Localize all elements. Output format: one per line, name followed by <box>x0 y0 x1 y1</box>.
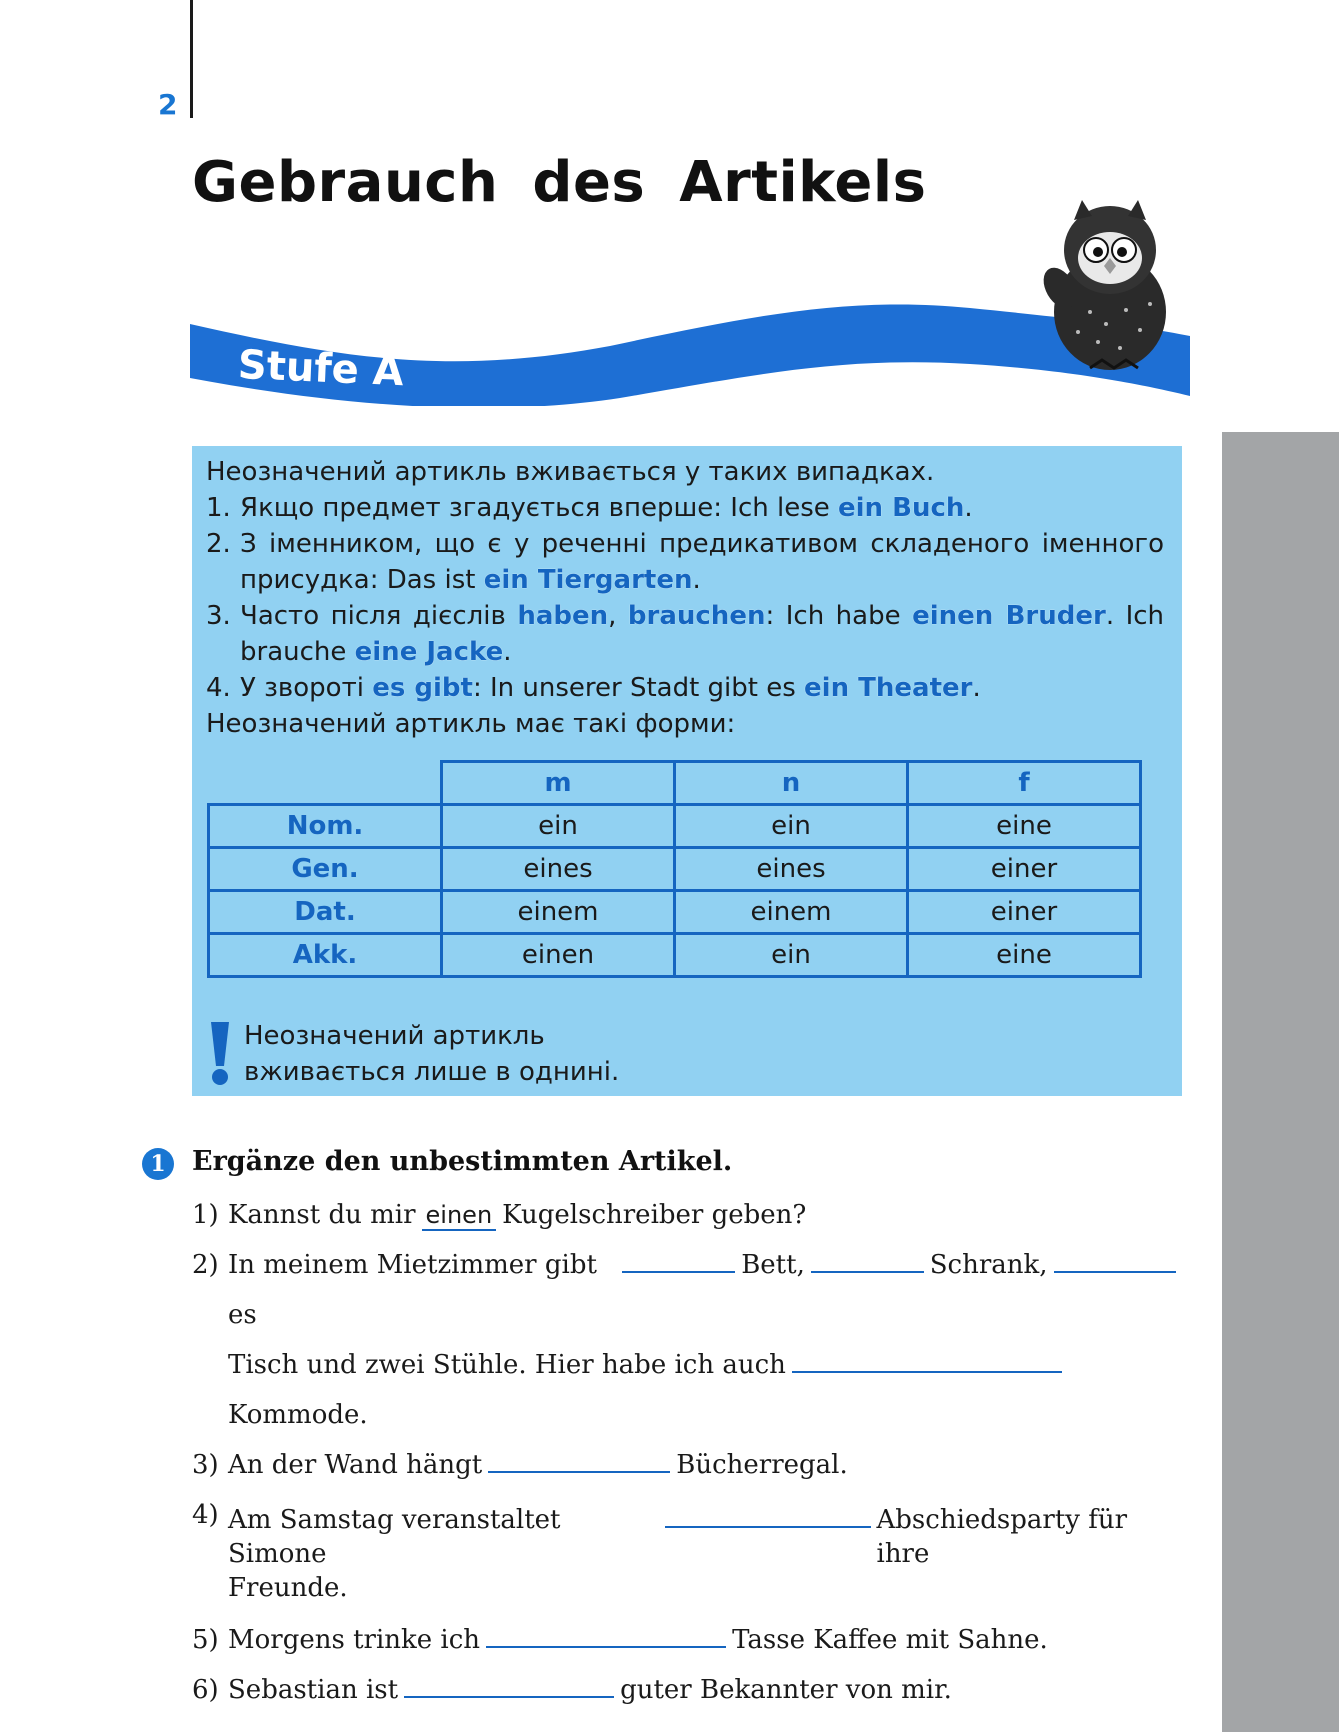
rule-text <box>206 454 1164 742</box>
article-forms-table <box>207 760 1142 978</box>
answer-blank[interactable] <box>665 1498 871 1528</box>
example-highlight: einen Bruder <box>912 601 1106 631</box>
rule-item-2 <box>206 526 1164 598</box>
example-highlight: es gibt <box>372 673 473 703</box>
case-label: Akk. <box>209 934 442 977</box>
rule-intro: Неозначений артикль вживається у таких випадках. <box>206 457 935 487</box>
rule-text-part: Часто після дієслів <box>240 601 518 631</box>
item-text: Abschiedsparty für ihre <box>876 1505 1128 1569</box>
item-number: 3) <box>192 1450 219 1480</box>
item-text: Morgens trinke ich <box>228 1625 481 1655</box>
rule-item-3 <box>206 598 1164 670</box>
table-header-row <box>209 762 1141 805</box>
owl-icon <box>1030 192 1190 372</box>
exclamation-icon <box>208 1020 232 1086</box>
table-cell: eines <box>675 848 908 891</box>
answer-blank[interactable] <box>792 1343 1062 1373</box>
rule-text-part: : In unserer Stadt gibt es <box>472 673 805 703</box>
example-highlight: ein Theater <box>804 673 973 703</box>
item-number: 1) <box>192 1200 219 1230</box>
table-header-m: m <box>442 762 675 805</box>
item-text: Schrank, <box>929 1250 1048 1280</box>
exercise-item-3 <box>192 1440 1182 1490</box>
table-cell: einer <box>908 891 1141 934</box>
item-number: 6) <box>192 1675 219 1705</box>
example-highlight: ein Buch <box>838 493 965 523</box>
exercise-item-4 <box>192 1498 1182 1605</box>
rule-item-number: 2. <box>206 529 231 559</box>
rule-item-number: 1. <box>206 493 231 523</box>
item-text: Kommode. <box>228 1400 368 1430</box>
rule-text-part: : Ich habe <box>765 601 913 631</box>
note-line: Неозначений артикль <box>244 1021 545 1051</box>
item-number: 4) <box>192 1500 219 1530</box>
rule-text-part: . Ich brauche <box>240 601 1165 667</box>
exercise-item-5 <box>192 1615 1182 1665</box>
item-text: In meinem Mietzimmer gibt es <box>228 1250 597 1330</box>
page-number: 2 <box>158 88 178 121</box>
rule-item-number: 3. <box>206 601 231 631</box>
table-row <box>209 805 1141 848</box>
item-number: 5) <box>192 1625 219 1655</box>
rule-text-part: У звороті <box>240 673 373 703</box>
rule-text-part: З іменником, що є у реченні предикативом складеного іменного присудка: Das ist <box>240 529 1164 595</box>
forms-intro: Неозначений артикль має такі форми: <box>206 709 736 739</box>
example-highlight: eine Jacke <box>354 637 504 667</box>
answer-blank-filled[interactable]: einen <box>422 1201 497 1231</box>
rule-text-part: . <box>964 493 973 523</box>
item-text: An der Wand hängt <box>228 1450 483 1480</box>
case-label: Dat. <box>209 891 442 934</box>
singular-note <box>244 1018 619 1090</box>
answer-blank[interactable] <box>404 1668 614 1698</box>
table-cell: eine <box>908 805 1141 848</box>
example-highlight: haben <box>517 601 609 631</box>
answer-blank[interactable] <box>811 1243 924 1273</box>
exercise-item-6 <box>192 1665 1182 1715</box>
rule-text-part: . <box>972 673 981 703</box>
item-text: Bücherregal. <box>676 1450 848 1480</box>
example-highlight: brauchen <box>627 601 766 631</box>
rule-text-part: . <box>503 637 512 667</box>
table-cell: eines <box>442 848 675 891</box>
level-label: Stufe A <box>236 342 405 396</box>
table-cell: ein <box>442 805 675 848</box>
exercise-items <box>192 1190 1182 1715</box>
table-cell: einer <box>908 848 1141 891</box>
item-text: Tisch und zwei Stühle. Hier habe ich auch <box>228 1350 786 1380</box>
table-row <box>209 891 1141 934</box>
item-text: guter Bekannter von mir. <box>620 1675 952 1705</box>
item-number: 2) <box>192 1250 219 1280</box>
table-header-n: n <box>675 762 908 805</box>
item-text: Freunde. <box>228 1573 348 1603</box>
table-cell: ein <box>675 934 908 977</box>
table-header-f: f <box>908 762 1141 805</box>
table-row <box>209 848 1141 891</box>
table-cell: ein <box>675 805 908 848</box>
item-text: Am Samstag veranstaltet Simone <box>228 1505 561 1569</box>
item-text: Bett, <box>741 1250 805 1280</box>
table-row <box>209 934 1141 977</box>
answer-blank[interactable] <box>486 1618 726 1648</box>
exercise-item-2 <box>192 1240 1182 1440</box>
rule-text-part: , <box>608 601 628 631</box>
table-corner <box>209 762 442 805</box>
table-cell: einem <box>675 891 908 934</box>
exercise-title: Ergänze den unbestimmten Artikel. <box>192 1146 733 1177</box>
page-margin-rule <box>190 0 193 118</box>
item-text: Kugelschreiber geben? <box>502 1200 807 1230</box>
answer-blank[interactable] <box>1054 1243 1176 1273</box>
table-cell: einen <box>442 934 675 977</box>
case-label: Gen. <box>209 848 442 891</box>
exercise-item-1 <box>192 1190 1182 1240</box>
item-text: Sebastian ist <box>228 1675 399 1705</box>
rule-text-part: . <box>692 565 701 595</box>
rule-item-number: 4. <box>206 673 231 703</box>
rule-text-part: Якщо предмет згадується вперше: Ich lese <box>240 493 839 523</box>
table-cell: einem <box>442 891 675 934</box>
answer-blank[interactable] <box>488 1443 670 1473</box>
page-title: Gebrauch des Artikels <box>192 150 927 215</box>
exercise-number-badge: 1 <box>142 1148 174 1180</box>
case-label: Nom. <box>209 805 442 848</box>
rule-item-4 <box>206 670 1164 706</box>
item-text: Kannst du mir <box>228 1200 416 1230</box>
page-edge-strip <box>1222 432 1339 1732</box>
rule-item-1 <box>206 490 1164 526</box>
note-line: вживається лише в однині. <box>244 1057 620 1087</box>
table-cell: eine <box>908 934 1141 977</box>
example-highlight: ein Tiergarten <box>483 565 693 595</box>
answer-blank[interactable] <box>622 1243 735 1273</box>
item-text: Tasse Kaffee mit Sahne. <box>732 1625 1048 1655</box>
